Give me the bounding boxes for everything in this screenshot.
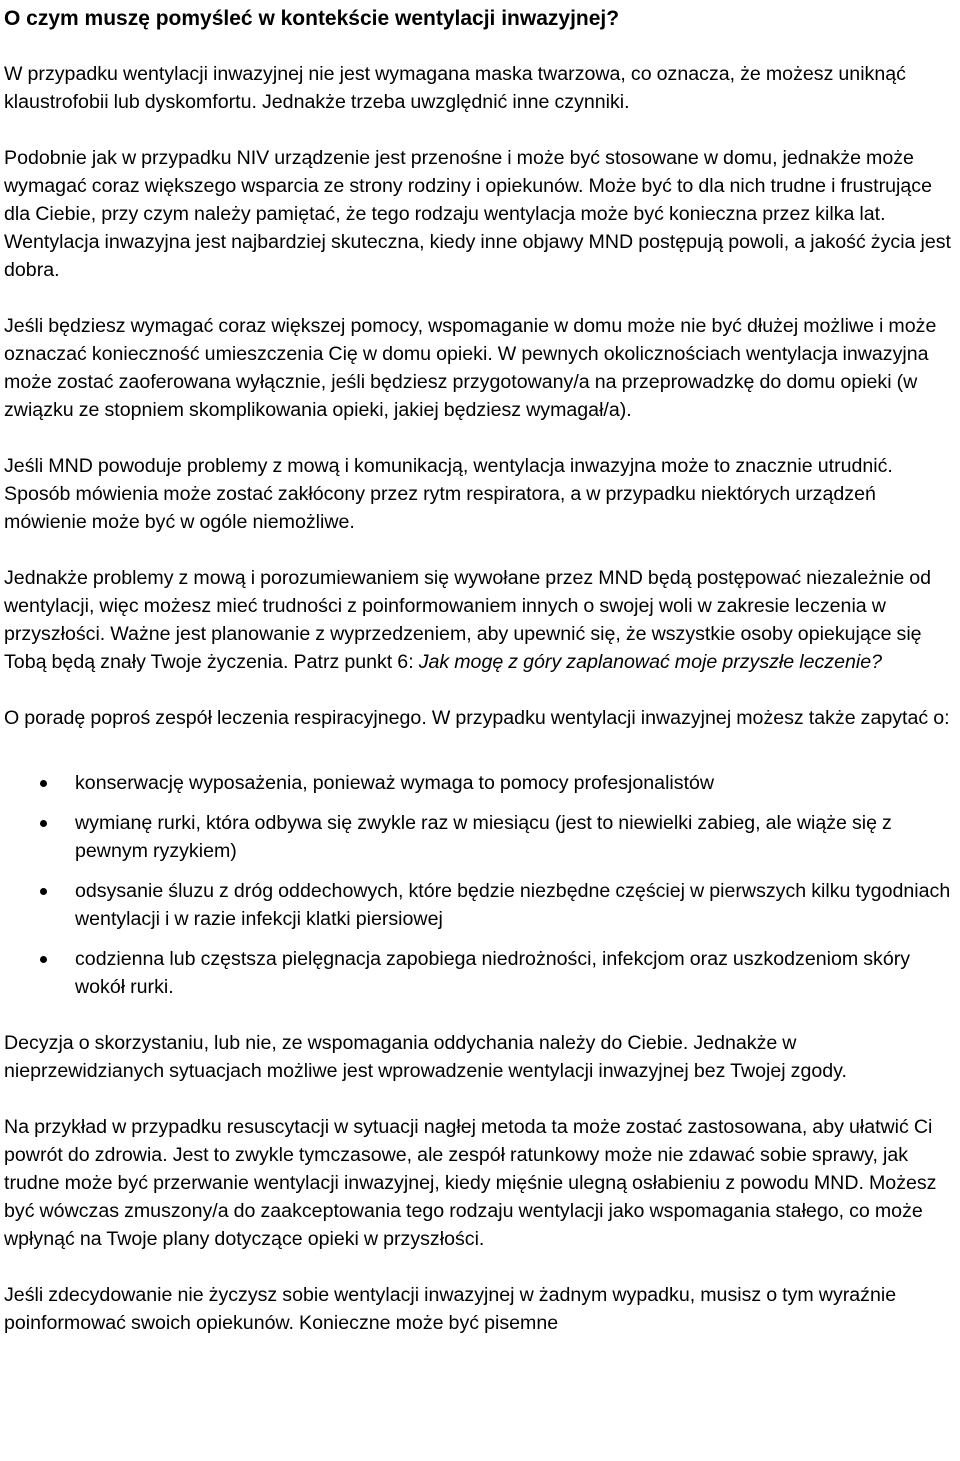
bullet-icon <box>40 956 47 963</box>
list-item-text: codzienna lub częstsza pielęgnacja zapobiega niedrożności, infekcjom oraz uszkodzeniom skóry wokół rurki. <box>75 948 911 998</box>
bullet-icon <box>40 780 47 787</box>
bullet-icon <box>40 820 47 827</box>
list-item <box>4 769 960 797</box>
paragraph-portable-device: Podobnie jak w przypadku NIV urządzenie jest przenośne i może być stosowane w domu, jednakże może wymagać coraz większego wsparcia ze strony rodziny i opiekunów. Może być to dla nich trudne i frustrujące dla Ciebie, przy czym należy pamiętać, że tego rodzaju wentylacja może być konieczna przez kilka lat. Wentylacja inwazyjna jest najbardziej skuteczna, kiedy inne objawy MND postępują powoli, a jakość życia jest dobra. <box>4 147 951 281</box>
paragraph-emergency: Na przykład w przypadku resuscytacji w sytuacji nagłej metoda ta może zostać zastosowana, aby ułatwić Ci powrót do zdrowia. Jest to zwykle tymczasowe, ale zespół ratunkowy może nie zdawać sobie sprawy, jak trudne może być przerwanie wentylacji inwazyjnej, kiedy mięśnie ulegną osłabieniu z powodu MND. Możesz być wówczas zmuszony/a do zaakceptowania tego rodzaju wentylacji jako wspomagania stałego, co może wpłynąć na Twoje plany dotyczące opieki w przyszłości. <box>4 1116 937 1250</box>
list-item <box>4 945 960 1001</box>
questions-list <box>4 769 960 1001</box>
paragraph-ask-team: O poradę poproś zespół leczenia respiracyjnego. W przypadku wentylacji inwazyjnej możesz także zapytać o: <box>4 707 950 729</box>
list-item-text: wymianę rurki, która odbywa się zwykle raz w miesiącu (jest to niewielki zabieg, ale wiąże się z pewnym ryzykiem) <box>75 812 892 862</box>
paragraph-no-mask: W przypadku wentylacji inwazyjnej nie jest wymagana maska twarzowa, co oznacza, że możesz uniknąć klaustrofobii lub dyskomfortu. Jednakże trzeba uwzględnić inne czynniki. <box>4 63 906 113</box>
paragraph-refusal: Jeśli zdecydowanie nie życzysz sobie wentylacji inwazyjnej w żadnym wypadku, musisz o tym wyraźnie poinformować swoich opiekunów. Konieczne może być pisemne <box>4 1284 897 1334</box>
list-item-text: odsysanie śluzu z dróg oddechowych, które będzie niezbędne częściej w pierwszych kilku tygodniach wentylacji i w razie infekcji klatki piersiowej <box>75 880 951 930</box>
bullet-icon <box>40 888 47 895</box>
paragraph-decision: Decyzja o skorzystaniu, lub nie, ze wspomagania oddychania należy do Ciebie. Jednakże w nieprzewidzianych sytuacjach możliwe jest wprowadzenie wentylacji inwazyjnej bez Twojej zgody. <box>4 1032 847 1082</box>
list-item-text: konserwację wyposażenia, ponieważ wymaga to pomocy profesjonalistów <box>75 772 715 794</box>
list-item <box>4 877 960 933</box>
section-heading: O czym muszę pomyśleć w kontekście wentylacji inwazyjnej? <box>4 7 620 30</box>
paragraph-care-home: Jeśli będziesz wymagać coraz większej pomocy, wspomaganie w domu może nie być dłużej możliwe i może oznaczać konieczność umieszczenia Cię w domu opieki. W pewnych okolicznościach wentylacja inwazyjna może zostać zaoferowana wyłącznie, jeśli będziesz przygotowany/a na przeprowadzkę do domu opieki (w związku ze stopniem skomplikowania opieki, jakiej będziesz wymagał/a). <box>4 315 937 421</box>
paragraph-planning-text: Jednakże problemy z mową i porozumiewaniem się wywołane przez MND będą postępować niezależnie od wentylacji, więc możesz mieć trudności z poinformowaniem innych o swojej woli w zakresie leczenia w przyszłości. Ważne jest planowanie z wyprzedzeniem, aby upewnić się, że wszystkie osoby opiekujące się Tobą będą znały Twoje życzenia. Patrz punkt 6: <box>4 567 932 673</box>
list-item <box>4 809 960 865</box>
paragraph-speech: Jeśli MND powoduje problemy z mową i komunikacją, wentylacja inwazyjna może to znacznie utrudnić. Sposób mówienia może zostać zakłócony przez rytm respiratora, a w przypadku niektórych urządzeń mówienie może być w ogóle niemożliwe. <box>4 455 893 533</box>
paragraph-planning-reference: Jak mogę z góry zaplanować moje przyszłe leczenie? <box>418 651 883 673</box>
paragraph-planning <box>4 564 960 676</box>
document-page <box>4 0 960 1337</box>
